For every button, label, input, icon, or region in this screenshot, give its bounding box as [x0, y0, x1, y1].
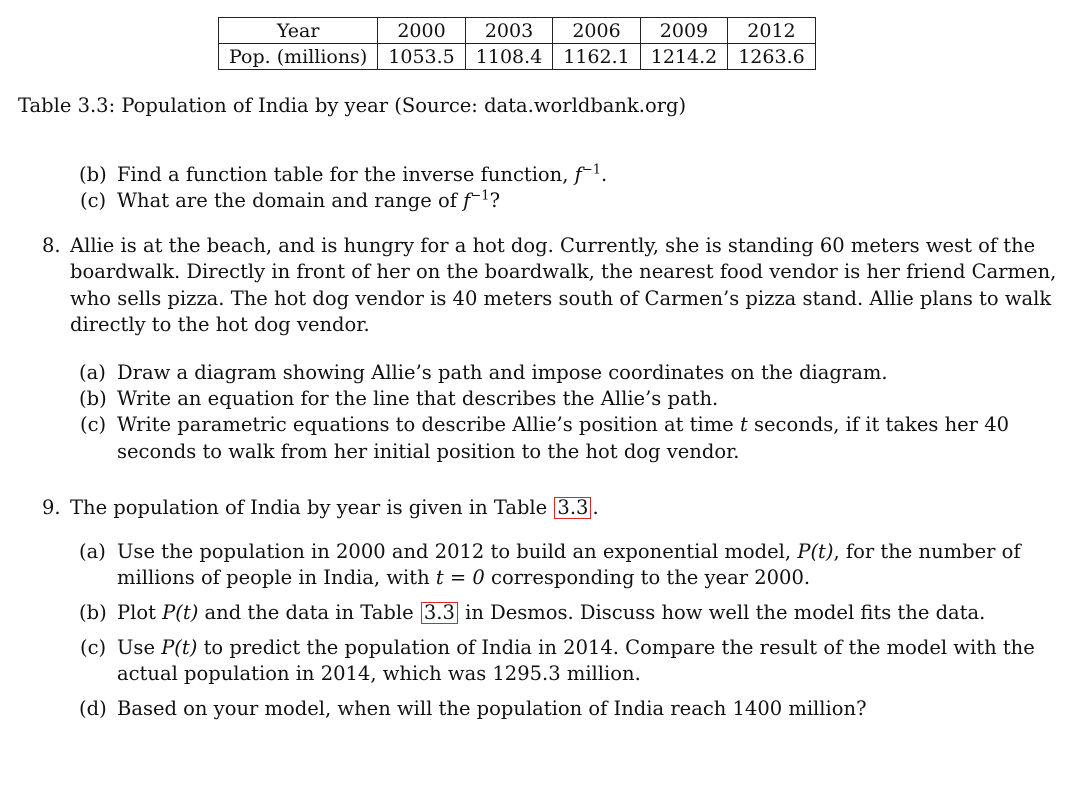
problem-7c-text: [117, 189, 500, 212]
item-label: (a): [79, 540, 106, 563]
table-cell: 2012: [728, 18, 815, 44]
table-cell: 2009: [640, 18, 727, 44]
item-label: (b): [79, 387, 107, 410]
text-span: Use the population in 2000 and 2012 to build an exponential model,: [117, 540, 792, 563]
punct: .: [592, 496, 599, 519]
problem-8-line: Allie is at the beach, and is hungry for a hot dog. Currently, she is standing 60 meters west of the: [70, 234, 1036, 257]
item-label: (b): [79, 601, 107, 624]
problem-9b-text: [117, 601, 985, 624]
text-span: Write parametric equations to describe Allie’s position at time: [117, 413, 734, 436]
text-span: seconds, if it takes her 40: [753, 413, 1010, 436]
population-table: [218, 17, 816, 70]
problem-9d-text: Based on your model, when will the population of India reach 1400 million?: [117, 697, 867, 720]
math-inverse: −1: [581, 162, 602, 178]
table-cell: 1263.6: [728, 44, 815, 70]
text-span: Find a function table for the inverse function,: [117, 163, 569, 186]
problem-8-line: directly to the hot dog vendor.: [70, 313, 370, 336]
table-cell: 2003: [465, 18, 552, 44]
problem-9-intro: [70, 496, 599, 519]
item-label: (c): [80, 636, 107, 659]
table-reference-link[interactable]: 3.3: [421, 602, 458, 624]
item-label: (c): [80, 189, 107, 212]
text-span: corresponding to the year 2000.: [491, 566, 811, 589]
problem-8-line: boardwalk. Directly in front of her on the boardwalk, the nearest food vendor is her friend Carmen,: [70, 260, 1057, 283]
problem-8-line: who sells pizza. The hot dog vendor is 40 meters south of Carmen’s pizza stand. Allie plans to walk: [70, 287, 1052, 310]
problem-9a-text-line2: [117, 566, 810, 589]
text-span: millions of people in India, with: [117, 566, 430, 589]
math-f: f: [574, 163, 582, 186]
math-p-of-t: P(t): [162, 601, 199, 624]
punct: ?: [489, 189, 501, 212]
table-cell: 1053.5: [378, 44, 465, 70]
table-cell: 2000: [378, 18, 465, 44]
math-inverse: −1: [470, 188, 490, 204]
table-cell: 1214.2: [640, 44, 727, 70]
table-row: [219, 44, 816, 70]
problem-8c-text-line2: seconds to walk from her initial position to the hot dog vendor.: [117, 440, 740, 463]
text-span: in Desmos. Discuss how well the model fits the data.: [465, 601, 986, 624]
text-span: and the data in Table: [204, 601, 414, 624]
text-span: to predict the population of India in 2014. Compare the result of the model with the: [203, 636, 1035, 659]
item-label: (c): [80, 413, 107, 436]
problem-9c-text-line2: actual population in 2014, which was 1295.3 million.: [117, 662, 641, 685]
table-cell: 2006: [553, 18, 640, 44]
text-span: , for the number of: [833, 540, 1021, 563]
punct: .: [601, 163, 608, 186]
problem-8c-text: [117, 413, 1009, 436]
math-p-of-t: P(t): [797, 540, 834, 563]
text-span: Plot: [117, 601, 156, 624]
problem-8a-text: Draw a diagram showing Allie’s path and impose coordinates on the diagram.: [117, 361, 888, 384]
item-label: (d): [79, 697, 107, 720]
item-label: (a): [79, 361, 106, 384]
problem-7b-text: [117, 163, 607, 186]
problem-9a-text: [117, 540, 1021, 563]
table-row: [219, 18, 816, 44]
table-cell: Pop. (millions): [219, 44, 378, 70]
problem-8b-text: Write an equation for the line that describes the Allie’s path.: [117, 387, 719, 410]
table-caption: Table 3.3: Population of India by year (Source: data.worldbank.org): [18, 94, 687, 117]
text-span: The population of India by year is given in Table: [70, 496, 548, 519]
math-p-of-t: P(t): [161, 636, 198, 659]
math-f: f: [463, 189, 471, 212]
table-cell: 1162.1: [553, 44, 640, 70]
table-cell: Year: [219, 18, 378, 44]
item-label: (b): [79, 163, 107, 186]
math-t: t: [739, 413, 748, 436]
problem-number: 9.: [42, 496, 61, 519]
text-span: What are the domain and range of: [117, 189, 457, 212]
problem-9c-text: [117, 636, 1035, 659]
table-cell: 1108.4: [465, 44, 552, 70]
text-span: Use: [117, 636, 155, 659]
table-reference-link[interactable]: 3.3: [554, 497, 591, 519]
math-t-equals-0: t = 0: [435, 566, 485, 589]
problem-number: 8.: [42, 234, 61, 257]
